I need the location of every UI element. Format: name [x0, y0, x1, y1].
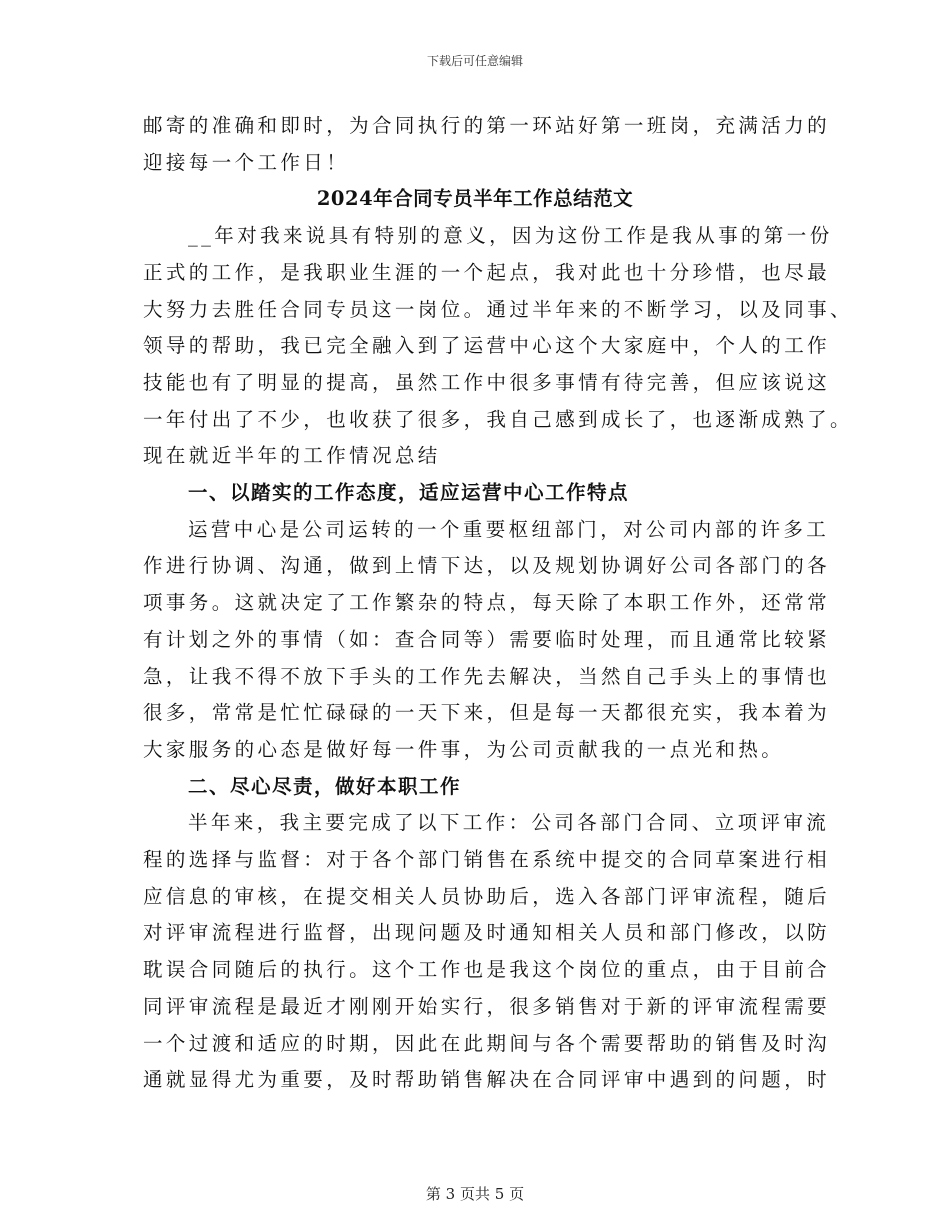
text-line: 项事务。这就决定了工作繁杂的特点，每天除了本职工作外，还常常: [143, 591, 831, 615]
section-1-paragraph: [143, 512, 831, 769]
text-line: __年对我来说具有特别的意义，因为这份工作是我从事的第一份: [188, 224, 833, 248]
text-line: 迎接每一个工作日！: [143, 150, 350, 174]
text-line: 现在就近半年的工作情况总结: [143, 444, 441, 468]
page-header: 下载后可任意编辑: [426, 54, 523, 68]
text-line: 作进行协调、沟通，做到上情下达，以及规划协调好公司各部门的各: [143, 554, 831, 578]
text-line: 一个过渡和适应的时期，因此在此期间与各个需要帮助的销售及时沟: [143, 1031, 831, 1055]
continuation-paragraph: [143, 108, 831, 181]
text-line: 同评审流程是最近才刚刚开始实行，很多销售对于新的评审流程需要: [143, 994, 831, 1018]
text-line: 运营中心是公司运转的一个重要枢纽部门，对公司内部的许多工: [188, 517, 830, 541]
text-line: 程的选择与监督：对于各个部门销售在系统中提交的合同草案进行相: [143, 848, 831, 872]
section-heading-2: 二、尽心尽责，做好本职工作: [188, 774, 462, 798]
text-line: 大家服务的心态是做好每一件事，为公司贡献我的一点光和热。: [143, 737, 785, 761]
text-line: 一年付出了不少，也收获了很多，我自己感到成长了，也逐渐成熟了。: [143, 407, 853, 431]
section-heading-1: 一、以踏实的工作态度，适应运营中心工作特点: [188, 481, 630, 505]
page-number: 第 3 页共 5 页: [425, 1185, 525, 1203]
text-line: 大努力去胜任合同专员这一岗位。通过半年来的不断学习，以及同事、: [143, 297, 853, 321]
text-line: 通就显得尤为重要，及时帮助销售解决在合同评审中遇到的问题，时: [143, 1068, 831, 1092]
section-2-paragraph: [143, 805, 831, 1099]
document-title: 2024年合同专员半年工作总结范文: [316, 187, 634, 211]
text-line: 很多，常常是忙忙碌碌的一天下来，但是每一天都很充实，我本着为: [143, 701, 831, 725]
text-line: 耽误合同随后的执行。这个工作也是我这个岗位的重点，由于目前合: [143, 958, 831, 982]
text-line: 急，让我不得不放下手头的工作先去解决，当然自己手头上的事情也: [143, 664, 831, 688]
text-line: 应信息的审核，在提交相关人员协助后，选入各部门评审流程，随后: [143, 884, 831, 908]
text-line: 技能也有了明显的提高，虽然工作中很多事情有待完善，但应该说这: [143, 370, 831, 394]
text-line: 对评审流程进行监督，出现问题及时通知相关人员和部门修改，以防: [143, 921, 831, 945]
intro-paragraph: [143, 218, 853, 475]
text-line: 领导的帮助，我已完全融入到了运营中心这个大家庭中，个人的工作: [143, 334, 831, 358]
text-line: 正式的工作，是我职业生涯的一个起点，我对此也十分珍惜，也尽最: [143, 260, 831, 284]
document-body: [143, 108, 853, 1099]
text-line: 邮寄的准确和即时，为合同执行的第一环站好第一班岗，充满活力的: [143, 114, 831, 137]
text-line: 有计划之外的事情（如：查合同等）需要临时处理，而且通常比较紧: [143, 627, 831, 651]
text-line: 半年来，我主要完成了以下工作：公司各部门合同、立项评审流: [188, 811, 830, 835]
